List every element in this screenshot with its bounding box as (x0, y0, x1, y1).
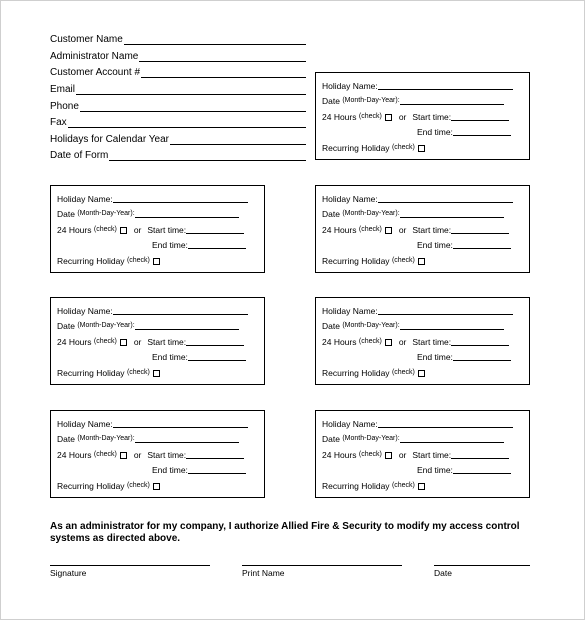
end-time-row (417, 240, 511, 250)
holiday-name-line[interactable] (113, 202, 248, 203)
recurring-check-label: (check) (126, 482, 150, 489)
holiday-name-row (322, 81, 513, 91)
end-time-label: End time: (152, 240, 188, 250)
date-line[interactable] (135, 442, 239, 443)
date-line[interactable] (135, 329, 239, 330)
recurring-check-label: (check) (126, 369, 150, 376)
recurring-label: Recurring Holiday (57, 256, 125, 266)
holiday-name-label: Holiday Name: (57, 306, 113, 316)
or-label: or (398, 225, 407, 235)
customer-account-line[interactable] (141, 77, 306, 78)
date-row (322, 321, 504, 331)
hours-checkbox[interactable] (385, 339, 392, 346)
hours-label: 24 Hours (57, 225, 92, 235)
start-time-label: Start time: (412, 337, 452, 347)
end-time-label: End time: (417, 240, 453, 250)
start-time-line[interactable] (451, 233, 509, 234)
hours-checkbox[interactable] (385, 227, 392, 234)
holiday-box (315, 297, 530, 385)
date-line[interactable] (135, 217, 239, 218)
holiday-name-line[interactable] (378, 314, 513, 315)
recurring-row (57, 256, 160, 266)
hours-label: 24 Hours (322, 337, 357, 347)
holiday-name-line[interactable] (378, 427, 513, 428)
recurring-checkbox[interactable] (153, 483, 160, 490)
holiday-name-row (322, 194, 513, 204)
email-label: Email (50, 84, 76, 95)
end-time-label: End time: (152, 352, 188, 362)
holiday-name-line[interactable] (378, 202, 513, 203)
recurring-check-label: (check) (391, 369, 415, 376)
recurring-label: Recurring Holiday (322, 368, 390, 378)
end-time-row (417, 127, 511, 137)
date-label: Date (322, 321, 340, 331)
date-format-label: (Month-Day-Year): (342, 97, 400, 104)
hours-row (322, 337, 509, 347)
hours-row (322, 225, 509, 235)
hours-label: 24 Hours (322, 225, 357, 235)
recurring-row (57, 368, 160, 378)
holiday-name-label: Holiday Name: (57, 194, 113, 204)
end-time-line[interactable] (453, 360, 511, 361)
recurring-label: Recurring Holiday (57, 481, 125, 491)
date-row (322, 209, 504, 219)
holiday-name-line[interactable] (378, 89, 513, 90)
recurring-check-label: (check) (391, 144, 415, 151)
recurring-label: Recurring Holiday (322, 256, 390, 266)
hours-checkbox[interactable] (385, 452, 392, 459)
or-label: or (133, 337, 142, 347)
recurring-check-label: (check) (391, 257, 415, 264)
holiday-box (315, 185, 530, 273)
holidays-year-label: Holidays for Calendar Year (50, 134, 169, 145)
recurring-checkbox[interactable] (153, 258, 160, 265)
end-time-label: End time: (152, 465, 188, 475)
start-time-label: Start time: (147, 450, 187, 460)
email-field[interactable] (50, 82, 306, 96)
holiday-name-row (322, 306, 513, 316)
holiday-name-row (322, 419, 513, 429)
holiday-box (50, 410, 265, 498)
date-label: Date (322, 434, 340, 444)
recurring-row (322, 143, 425, 153)
end-time-line[interactable] (453, 135, 511, 136)
fax-line[interactable] (68, 127, 306, 128)
hours-checkbox[interactable] (120, 227, 127, 234)
holiday-box (315, 72, 530, 160)
customer-account-label: Customer Account # (50, 67, 141, 78)
recurring-check-label: (check) (126, 257, 150, 264)
holiday-name-line[interactable] (113, 314, 248, 315)
start-time-label: Start time: (412, 225, 452, 235)
or-label: or (398, 112, 407, 122)
hours-row (57, 450, 244, 460)
holiday-box (50, 297, 265, 385)
holiday-name-label: Holiday Name: (322, 81, 378, 91)
holiday-name-label: Holiday Name: (57, 419, 113, 429)
fax-label: Fax (50, 117, 67, 128)
date-label: Date (434, 568, 452, 578)
date-row (57, 434, 239, 444)
recurring-checkbox[interactable] (418, 258, 425, 265)
end-time-line[interactable] (453, 473, 511, 474)
hours-check-label: (check) (93, 451, 117, 458)
date-label: Date (322, 209, 340, 219)
phone-line[interactable] (80, 111, 306, 112)
hours-label: 24 Hours (57, 450, 92, 460)
administrator-name-line[interactable] (139, 61, 306, 62)
hours-label: 24 Hours (322, 112, 357, 122)
end-time-line[interactable] (188, 360, 246, 361)
end-time-line[interactable] (188, 248, 246, 249)
customer-account-field[interactable] (50, 65, 306, 79)
hours-checkbox[interactable] (385, 114, 392, 121)
hours-label: 24 Hours (322, 450, 357, 460)
start-time-line[interactable] (186, 458, 244, 459)
holidays-year-line[interactable] (170, 144, 306, 145)
end-time-label: End time: (417, 465, 453, 475)
date-line[interactable] (400, 217, 504, 218)
date-row (322, 96, 504, 106)
date-format-label: (Month-Day-Year): (342, 210, 400, 217)
start-time-line[interactable] (451, 120, 509, 121)
customer-name-field[interactable] (50, 32, 306, 46)
recurring-checkbox[interactable] (153, 370, 160, 377)
start-time-label: Start time: (147, 337, 187, 347)
date-of-form-field[interactable] (50, 148, 306, 162)
start-time-label: Start time: (412, 450, 452, 460)
holiday-box (315, 410, 530, 498)
start-time-label: Start time: (412, 112, 452, 122)
recurring-row (322, 481, 425, 491)
date-line[interactable] (400, 104, 504, 105)
email-line[interactable] (76, 94, 306, 95)
date-format-label: (Month-Day-Year): (342, 435, 400, 442)
recurring-label: Recurring Holiday (57, 368, 125, 378)
holiday-name-label: Holiday Name: (322, 419, 378, 429)
print-name-label: Print Name (242, 568, 285, 578)
end-time-row (152, 465, 246, 475)
hours-check-label: (check) (358, 226, 382, 233)
date-label: Date (57, 209, 75, 219)
end-time-line[interactable] (453, 248, 511, 249)
hours-row (57, 337, 244, 347)
recurring-check-label: (check) (391, 482, 415, 489)
hours-checkbox[interactable] (120, 452, 127, 459)
date-format-label: (Month-Day-Year): (77, 210, 135, 217)
date-label: Date (57, 434, 75, 444)
date-format-label: (Month-Day-Year): (77, 322, 135, 329)
date-format-label: (Month-Day-Year): (342, 322, 400, 329)
date-line[interactable] (400, 442, 504, 443)
recurring-checkbox[interactable] (418, 145, 425, 152)
hours-check-label: (check) (358, 113, 382, 120)
holiday-box (50, 185, 265, 273)
holiday-name-line[interactable] (113, 427, 248, 428)
holiday-name-row (57, 419, 248, 429)
holiday-name-label: Holiday Name: (322, 194, 378, 204)
hours-row (322, 450, 509, 460)
date-format-label: (Month-Day-Year): (77, 435, 135, 442)
recurring-checkbox[interactable] (418, 370, 425, 377)
administrator-name-label: Administrator Name (50, 51, 139, 62)
authorization-statement: As an administrator for my company, I authorize Allied Fire & Security to modify my access control systems as directed above. (50, 521, 520, 544)
end-time-row (152, 240, 246, 250)
end-time-label: End time: (417, 352, 453, 362)
holiday-name-row (57, 306, 248, 316)
recurring-label: Recurring Holiday (322, 481, 390, 491)
start-time-line[interactable] (186, 345, 244, 346)
or-label: or (398, 450, 407, 460)
print-name-line[interactable] (242, 565, 402, 566)
phone-label: Phone (50, 101, 79, 112)
customer-name-line[interactable] (124, 44, 306, 45)
date-of-form-label: Date of Form (50, 150, 109, 161)
phone-field[interactable] (50, 99, 306, 113)
hours-row (57, 225, 244, 235)
signature-line[interactable] (50, 565, 210, 566)
end-time-line[interactable] (188, 473, 246, 474)
recurring-row (57, 481, 160, 491)
date-line[interactable] (400, 329, 504, 330)
or-label: or (398, 337, 407, 347)
end-time-row (152, 352, 246, 362)
recurring-row (322, 256, 425, 266)
hours-label: 24 Hours (57, 337, 92, 347)
holiday-name-row (57, 194, 248, 204)
hours-row (322, 112, 509, 122)
recurring-row (322, 368, 425, 378)
date-line[interactable] (434, 565, 530, 566)
end-time-row (417, 465, 511, 475)
date-row (57, 209, 239, 219)
date-row (57, 321, 239, 331)
start-time-line[interactable] (451, 345, 509, 346)
date-of-form-line[interactable] (109, 160, 306, 161)
fax-field[interactable] (50, 115, 306, 129)
signature-label: Signature (50, 568, 87, 578)
customer-name-label: Customer Name (50, 34, 123, 45)
end-time-row (417, 352, 511, 362)
holiday-name-label: Holiday Name: (322, 306, 378, 316)
start-time-label: Start time: (147, 225, 187, 235)
or-label: or (133, 450, 142, 460)
or-label: or (133, 225, 142, 235)
hours-check-label: (check) (93, 226, 117, 233)
holidays-year-field[interactable] (50, 132, 306, 146)
start-time-line[interactable] (451, 458, 509, 459)
date-row (322, 434, 504, 444)
start-time-line[interactable] (186, 233, 244, 234)
hours-check-label: (check) (358, 338, 382, 345)
hours-check-label: (check) (358, 451, 382, 458)
hours-check-label: (check) (93, 338, 117, 345)
end-time-label: End time: (417, 127, 453, 137)
recurring-label: Recurring Holiday (322, 143, 390, 153)
date-label: Date (322, 96, 340, 106)
hours-checkbox[interactable] (120, 339, 127, 346)
recurring-checkbox[interactable] (418, 483, 425, 490)
date-label: Date (57, 321, 75, 331)
administrator-name-field[interactable] (50, 49, 306, 63)
